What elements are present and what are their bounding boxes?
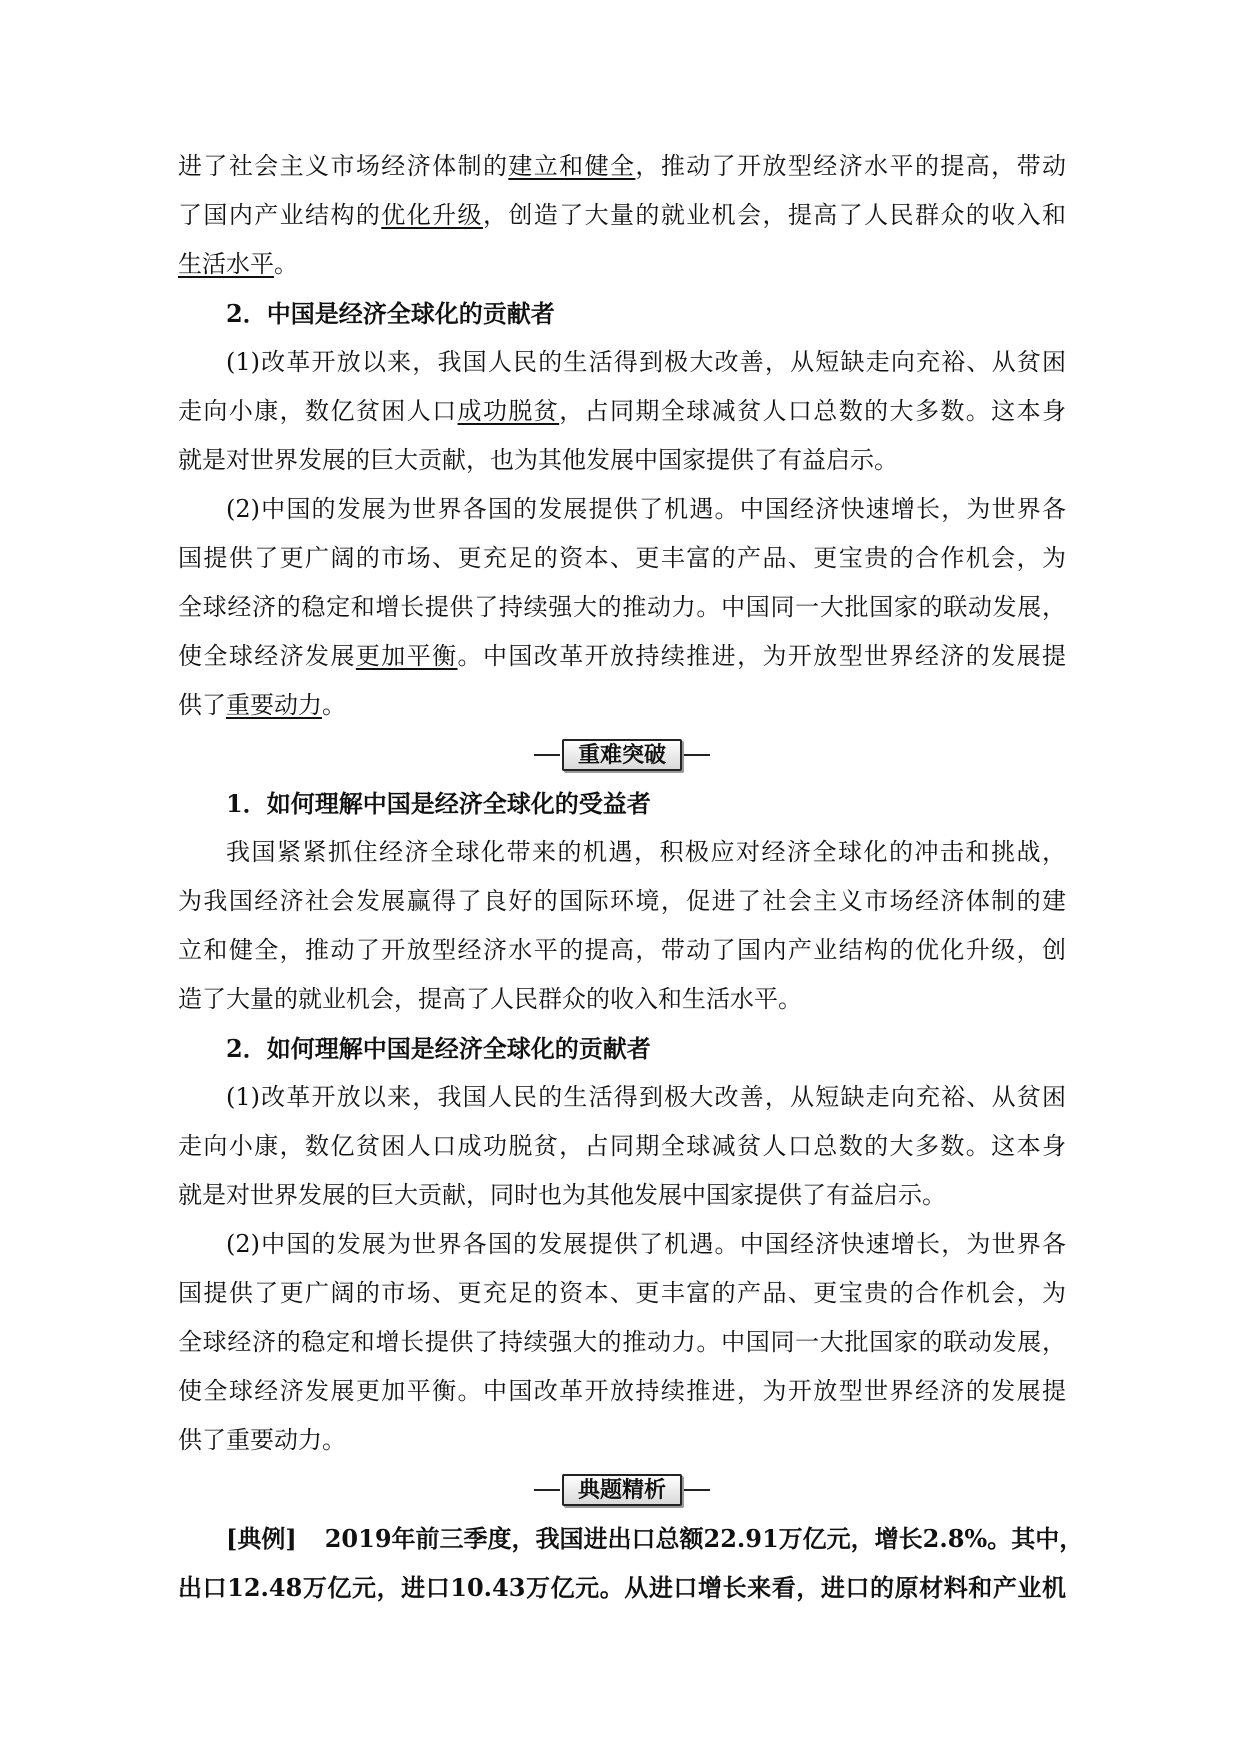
key-point-heading: 2．如何理解中国是经济全球化的贡献者 bbox=[226, 1034, 651, 1063]
key1-paragraph bbox=[130, 828, 1066, 1024]
text-line: 为我国经济社会发展赢得了良好的国际环境，促进了社会主义市场经济体制的建 bbox=[178, 887, 1066, 915]
text-line: 造了大量的就业机会，提高了人民群众的收入和生活水平。 bbox=[178, 985, 802, 1013]
text-line: 出口12.48万亿元，进口10.43万亿元。从进口增长来看，进口的原材料和产业机 bbox=[178, 1573, 1066, 1602]
text-line: 就是对世界发展的巨大贡献，也为其他发展中国家提供了有益启示。 bbox=[178, 446, 898, 474]
text-line: 供了重要动力。 bbox=[178, 691, 346, 719]
band-label: 典题精析 bbox=[562, 1474, 682, 1506]
section-band-key-points bbox=[178, 730, 1066, 779]
text-line: (1)改革开放以来，我国人民的生活得到极大改善，从短缺走向充裕、从贫困 bbox=[226, 1083, 1066, 1111]
underlined-term: 重要动力 bbox=[226, 691, 322, 719]
text-line: 立和健全，推动了开放型经济水平的提高，带动了国内产业结构的优化升级，创 bbox=[178, 936, 1066, 964]
text-line: (2)中国的发展为世界各国的发展提供了机遇。中国经济快速增长，为世界各 bbox=[226, 1230, 1066, 1258]
text-line: 全球经济的稳定和增长提供了持续强大的推动力。中国同一大批国家的联动发展， bbox=[178, 593, 1066, 621]
text-line: 我国紧紧抓住经济全球化带来的机遇，积极应对经济全球化的冲击和挑战， bbox=[226, 838, 1066, 866]
example-paragraph bbox=[130, 1514, 1084, 1612]
text-line: 全球经济的稳定和增长提供了持续强大的推动力。中国同一大批国家的联动发展， bbox=[178, 1328, 1066, 1356]
text-line: 生活水平。 bbox=[178, 250, 298, 278]
text-line: 就是对世界发展的巨大贡献，同时也为其他发展中国家提供了有益启示。 bbox=[178, 1181, 946, 1209]
band-label: 重难突破 bbox=[562, 739, 682, 771]
text-line: 国提供了更广阔的市场、更充足的资本、更丰富的产品、更宝贵的合作机会，为 bbox=[178, 1279, 1066, 1307]
text-line: 使全球经济发展更加平衡。中国改革开放持续推进，为开放型世界经济的发展提 bbox=[178, 642, 1067, 670]
underlined-term: 生活水平 bbox=[178, 250, 274, 278]
text-line: 供了重要动力。 bbox=[178, 1426, 346, 1454]
document-body bbox=[178, 142, 1084, 1612]
band-rule-right bbox=[684, 754, 710, 756]
underlined-term: 建立和健全 bbox=[508, 152, 636, 180]
text-line: 进了社会主义市场经济体制的建立和健全，推动了开放型经济水平的提高，带动 bbox=[178, 152, 1067, 180]
section-band-examples bbox=[178, 1465, 1066, 1514]
text-line: (2)中国的发展为世界各国的发展提供了机遇。中国经济快速增长，为世界各 bbox=[226, 495, 1066, 523]
text-line: 使全球经济发展更加平衡。中国改革开放持续推进，为开放型世界经济的发展提 bbox=[178, 1377, 1066, 1405]
intro-paragraph bbox=[178, 142, 1066, 289]
band-rule-left bbox=[534, 1489, 560, 1491]
text-line: 国提供了更广阔的市场、更充足的资本、更丰富的产品、更宝贵的合作机会，为 bbox=[178, 544, 1066, 572]
text-line: [典例] 2019年前三季度，我国进出口总额22.91万亿元，增长2.8%。其中， bbox=[226, 1524, 1084, 1553]
example-tag: [典例] bbox=[226, 1524, 297, 1553]
text-line: 了国内产业结构的优化升级，创造了大量的就业机会，提高了人民群众的收入和 bbox=[178, 201, 1067, 229]
key-point-heading: 1．如何理解中国是经济全球化的受益者 bbox=[226, 789, 651, 818]
text-line: 走向小康，数亿贫困人口成功脱贫，占同期全球减贫人口总数的大多数。这本身 bbox=[178, 397, 1067, 425]
underlined-term: 更加平衡 bbox=[355, 642, 458, 670]
band-rule-left bbox=[534, 754, 560, 756]
text-line: 走向小康，数亿贫困人口成功脱贫，占同期全球减贫人口总数的大多数。这本身 bbox=[178, 1132, 1066, 1160]
section2-paragraph-2 bbox=[130, 485, 1066, 730]
section-heading: 2．中国是经济全球化的贡献者 bbox=[226, 299, 555, 328]
section2-paragraph-1 bbox=[130, 338, 1066, 485]
underlined-term: 优化升级 bbox=[381, 201, 483, 229]
key2-paragraph-2 bbox=[130, 1220, 1066, 1465]
text-line: (1)改革开放以来，我国人民的生活得到极大改善，从短缺走向充裕、从贫困 bbox=[226, 348, 1066, 376]
key2-paragraph-1 bbox=[130, 1073, 1066, 1220]
band-rule-right bbox=[684, 1489, 710, 1491]
underlined-term: 成功脱贫 bbox=[457, 397, 560, 425]
